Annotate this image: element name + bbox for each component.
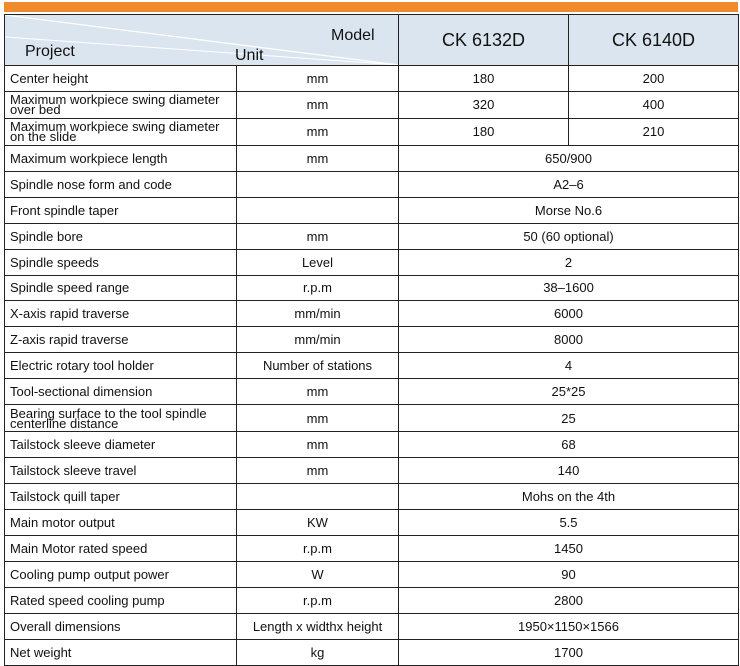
unit-cell: mm xyxy=(237,66,399,92)
unit-cell xyxy=(237,484,399,510)
table-row xyxy=(5,223,739,249)
value-cell: 5.5 xyxy=(399,509,739,535)
value-cell: 50 (60 optional) xyxy=(399,223,739,249)
project-cell: Tool-sectional dimension xyxy=(5,379,237,405)
unit-cell: mm xyxy=(237,458,399,484)
project-cell: Main motor output xyxy=(5,509,237,535)
unit-cell xyxy=(237,197,399,223)
accent-bar xyxy=(4,2,738,12)
header-corner-cell xyxy=(5,15,399,66)
project-cell: Z-axis rapid traverse xyxy=(5,327,237,353)
model-header-2: CK 6140D xyxy=(569,15,739,66)
unit-cell: mm xyxy=(237,432,399,458)
project-cell: Cooling pump output power xyxy=(5,561,237,587)
unit-cell: kg xyxy=(237,639,399,665)
value-cell: Mohs on the 4th xyxy=(399,484,739,510)
value-cell-ck6140d: 200 xyxy=(569,66,739,92)
project-cell: Electric rotary tool holder xyxy=(5,353,237,379)
table-row xyxy=(5,171,739,197)
table-row xyxy=(5,353,739,379)
table-row xyxy=(5,275,739,301)
project-cell: Spindle bore xyxy=(5,223,237,249)
value-cell: 4 xyxy=(399,353,739,379)
unit-cell: Number of stations xyxy=(237,353,399,379)
project-cell: Bearing surface to the tool spindle centerline distance xyxy=(5,405,237,432)
table-row xyxy=(5,66,739,92)
project-cell: Tailstock sleeve diameter xyxy=(5,432,237,458)
project-cell: Maximum workpiece swing diameter on the slide xyxy=(5,118,237,145)
value-cell: 140 xyxy=(399,458,739,484)
value-cell: 2800 xyxy=(399,587,739,613)
table-row xyxy=(5,197,739,223)
project-cell: X-axis rapid traverse xyxy=(5,301,237,327)
unit-cell: r.p.m xyxy=(237,587,399,613)
value-cell: 650/900 xyxy=(399,145,739,171)
unit-cell: mm/min xyxy=(237,301,399,327)
unit-cell: Length x widthx height xyxy=(237,613,399,639)
table-row xyxy=(5,249,739,275)
value-cell: 25 xyxy=(399,405,739,432)
value-cell: 1450 xyxy=(399,535,739,561)
table-row xyxy=(5,535,739,561)
value-cell-ck6132d: 180 xyxy=(399,66,569,92)
unit-cell: r.p.m xyxy=(237,535,399,561)
value-cell: 38–1600 xyxy=(399,275,739,301)
value-cell: 6000 xyxy=(399,301,739,327)
value-cell: 68 xyxy=(399,432,739,458)
unit-header-label: Unit xyxy=(235,47,264,64)
table-row xyxy=(5,561,739,587)
unit-cell: Level xyxy=(237,249,399,275)
unit-cell: mm/min xyxy=(237,327,399,353)
value-cell: 1950×1150×1566 xyxy=(399,613,739,639)
project-cell: Tailstock quill taper xyxy=(5,484,237,510)
project-cell: Center height xyxy=(5,66,237,92)
unit-cell: mm xyxy=(237,379,399,405)
unit-cell: mm xyxy=(237,145,399,171)
model-header-label: Model xyxy=(331,27,375,44)
table-row xyxy=(5,301,739,327)
value-cell: 2 xyxy=(399,249,739,275)
project-cell: Spindle speeds xyxy=(5,249,237,275)
project-cell: Rated speed cooling pump xyxy=(5,587,237,613)
unit-cell: KW xyxy=(237,509,399,535)
header-row xyxy=(5,15,739,66)
table-row xyxy=(5,484,739,510)
project-cell: Spindle nose form and code xyxy=(5,171,237,197)
value-cell: 8000 xyxy=(399,327,739,353)
unit-cell: r.p.m xyxy=(237,275,399,301)
value-cell: A2–6 xyxy=(399,171,739,197)
value-cell: 90 xyxy=(399,561,739,587)
model-header-1: CK 6132D xyxy=(399,15,569,66)
table-row xyxy=(5,118,739,145)
value-cell: 1700 xyxy=(399,639,739,665)
project-cell: Net weight xyxy=(5,639,237,665)
project-cell: Front spindle taper xyxy=(5,197,237,223)
project-cell: Overall dimensions xyxy=(5,613,237,639)
table-row xyxy=(5,432,739,458)
project-cell: Maximum workpiece swing diameter over bed xyxy=(5,91,237,118)
unit-cell: mm xyxy=(237,223,399,249)
table-row xyxy=(5,145,739,171)
value-cell: 25*25 xyxy=(399,379,739,405)
table-row xyxy=(5,91,739,118)
unit-cell: mm xyxy=(237,91,399,118)
table-row xyxy=(5,613,739,639)
project-cell: Tailstock sleeve travel xyxy=(5,458,237,484)
value-cell: Morse No.6 xyxy=(399,197,739,223)
project-cell: Spindle speed range xyxy=(5,275,237,301)
table-row xyxy=(5,509,739,535)
value-cell-ck6132d: 180 xyxy=(399,118,569,145)
unit-cell: mm xyxy=(237,405,399,432)
project-header-label: Project xyxy=(25,43,75,60)
project-cell: Main Motor rated speed xyxy=(5,535,237,561)
table-row xyxy=(5,458,739,484)
unit-cell: mm xyxy=(237,118,399,145)
table-row xyxy=(5,405,739,432)
value-cell-ck6140d: 400 xyxy=(569,91,739,118)
value-cell-ck6132d: 320 xyxy=(399,91,569,118)
table-row xyxy=(5,639,739,665)
table-row xyxy=(5,587,739,613)
spec-table xyxy=(4,14,739,666)
unit-cell: W xyxy=(237,561,399,587)
project-cell: Maximum workpiece length xyxy=(5,145,237,171)
table-row xyxy=(5,379,739,405)
table-row xyxy=(5,327,739,353)
value-cell-ck6140d: 210 xyxy=(569,118,739,145)
unit-cell xyxy=(237,171,399,197)
